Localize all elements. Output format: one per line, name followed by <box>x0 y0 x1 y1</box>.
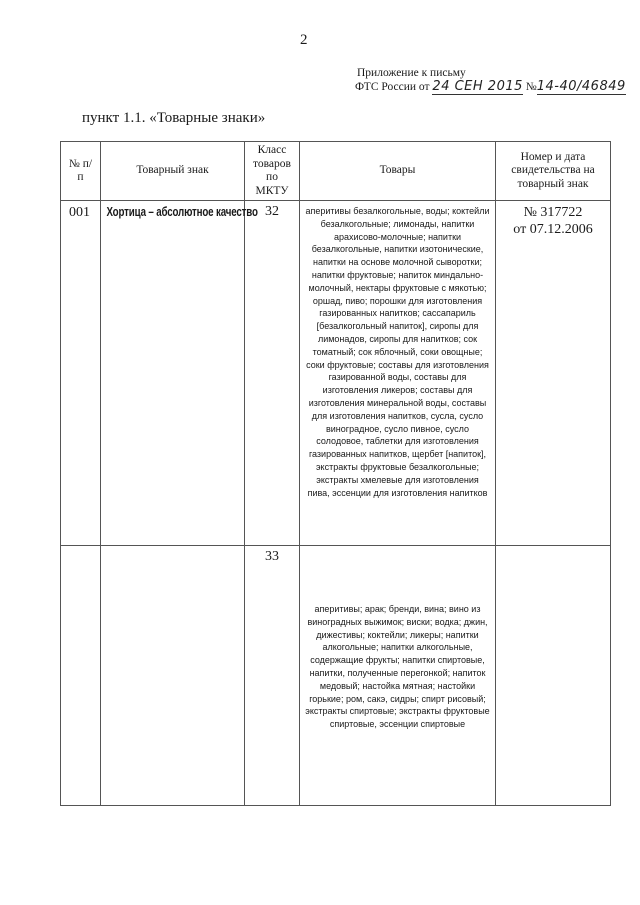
appendix-letter-ref <box>355 79 626 94</box>
goods-cell <box>300 201 496 546</box>
goods-cell <box>300 546 496 806</box>
goods-list: аперитивы; арак; бренди, вина; вино из виноградных выжимок; виски; водка; джин, дижестивы; коктейли; ликеры; напитки алкогольные; напитки алкогольные, содержащие фрукты; напитки спиртовые, напитки, полученные перегонкой; напиток медовый; настойка мятная; настойки горькие; ром, сакэ, сидры; спирт рисовый; экстракты спиртовые; экстракты фруктовые спиртовые, эссенции спиртовые <box>305 604 490 730</box>
page-number: 2 <box>300 32 308 48</box>
class-value: 32 <box>265 204 279 219</box>
row-number <box>61 546 101 806</box>
handwritten-date: 24 СЕН 2015 <box>432 79 523 94</box>
appendix-header <box>355 66 626 94</box>
table-row <box>61 546 611 806</box>
appendix-title: Приложение к письму <box>357 67 466 79</box>
certificate-number: № 317722 <box>523 205 583 220</box>
trademark-text <box>101 546 213 550</box>
header-mark: Товарный знак <box>101 142 245 201</box>
trademark-cell <box>101 546 245 806</box>
goods-list: аперитивы безалкогольные, воды; коктейли безалкогольные; лимонады, напитки арахисово-молочные; напитки безалкогольные, напитки изотонические, напитки на основе молочной сыворотки; напитки фруктовые; напиток миндально-молочный, нектары фруктовые с мякотью; оршад, пиво; порошки для изготовления газированных напитков; сассапариль [безалкогольный напиток], сиропы для лимонадов, сиропы для напитков; сок томатный; сок яблочный, соки овощные; соки фруктовые; составы для изготовления газированной воды, составы для изготовления ликеров; составы для изготовления минеральной воды, составы для изготовления напитков, сусла, сусло виноградное, сусло пивное, сусло солодовое, таблетки для изготовления газированных напитков, щербет [напиток], экстракты фруктовые безалкогольные; экстракты хмелевые для изготовления пива, эссенции для изготовления напитков <box>305 206 490 498</box>
appendix-from-label: от <box>418 81 430 93</box>
header-cert: Номер и дата свидетельства на товарный знак <box>496 142 611 201</box>
table-row <box>61 201 611 546</box>
appendix-number-label: № <box>525 81 537 93</box>
trademark-text: Хортица – абсолютное качество <box>106 205 258 219</box>
header-goods: Товары <box>300 142 496 201</box>
header-num: № п/п <box>61 142 101 201</box>
class-cell <box>245 546 300 806</box>
row-number: 001 <box>61 201 101 546</box>
table-header-row <box>61 142 611 201</box>
trademark-cell <box>101 201 258 546</box>
header-class: Класс товаров по МКТУ <box>245 142 300 201</box>
trademarks-table <box>60 141 611 806</box>
section-title: пункт 1.1. «Товарные знаки» <box>82 110 266 126</box>
class-value: 33 <box>265 549 279 564</box>
certificate-date: от 07.12.2006 <box>513 222 593 237</box>
certificate-cell <box>496 546 611 806</box>
handwritten-number: 14-40/46849 <box>536 79 626 94</box>
appendix-authority: ФТС России <box>355 81 417 93</box>
class-cell <box>245 201 300 546</box>
certificate-cell <box>496 201 611 546</box>
